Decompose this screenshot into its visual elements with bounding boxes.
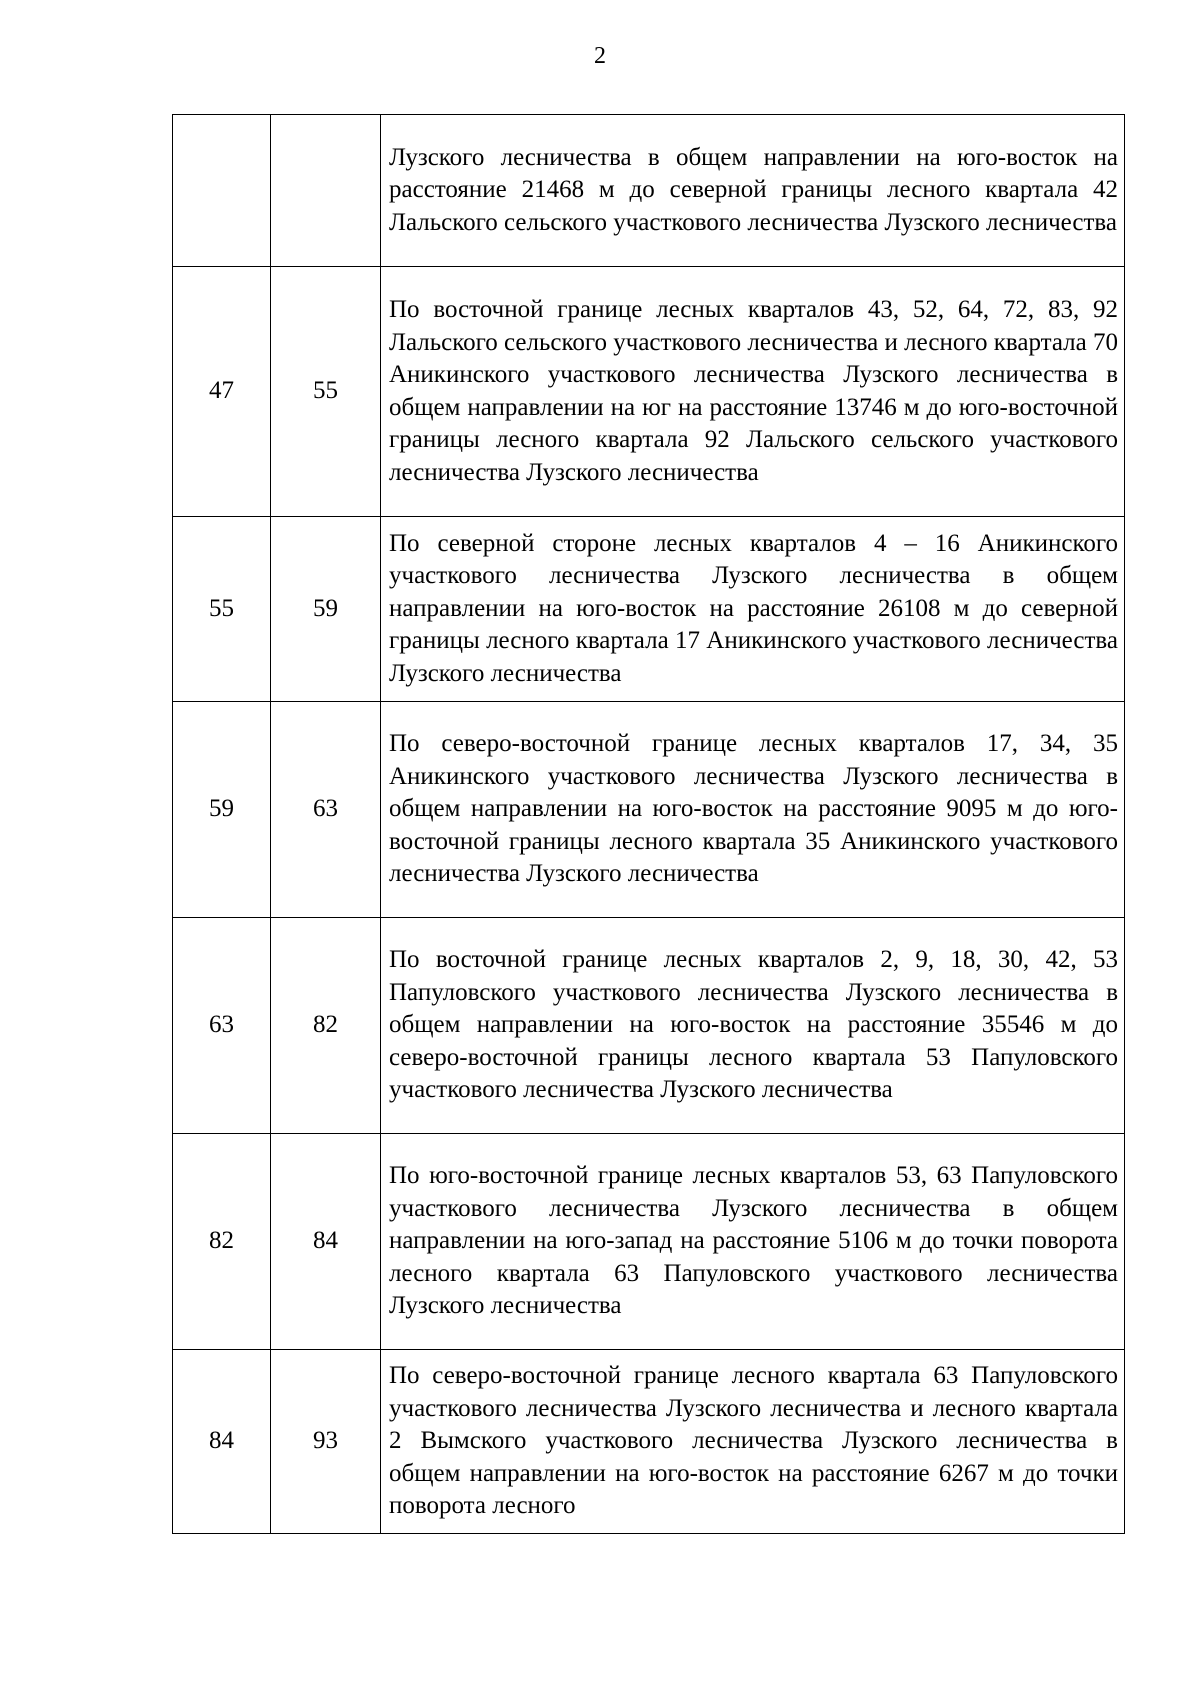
point-to-cell (271, 115, 381, 267)
point-to-cell: 93 (271, 1350, 381, 1534)
table-row (173, 267, 1125, 517)
boundary-description-cell (381, 918, 1125, 1134)
boundary-description: По восточной границе лесных кварталов 2, 9, 18, 30, 42, 53 Папуловского участкового лесничества Лузского лесничества в общем направлении на юго-восток на расстояние 35546 м до северо-восточной границы лесного квартала 53 Папуловского участкового лесничества Лузского лесничества (389, 946, 1118, 1104)
boundary-description: Лузского лесничества в общем направлении на юго-восток на расстояние 21468 м до северной границы лесного квартала 42 Лальского сельского участкового лесничества Лузского лесничества (389, 143, 1118, 236)
boundary-description-cell (381, 115, 1125, 267)
point-from-cell: 55 (173, 517, 271, 702)
point-from-cell: 63 (173, 918, 271, 1134)
boundary-description-cell (381, 517, 1125, 702)
boundary-table (172, 114, 1125, 1534)
page-number: 2 (594, 43, 606, 69)
table-row (173, 1350, 1125, 1534)
table-row (173, 702, 1125, 918)
table-row (173, 1134, 1125, 1350)
table-row (173, 918, 1125, 1134)
boundary-description: По восточной границе лесных кварталов 43, 52, 64, 72, 83, 92 Лальского сельского участкового лесничества и лесного квартала 70 Аникинского участкового лесничества Лузского лесничества в общем направлении на юг на расстояние 13746 м до юго-восточной границы лесного квартала 92 Лальского сельского участкового лесничества Лузского лесничества (389, 296, 1118, 486)
point-to-cell: 63 (271, 702, 381, 918)
table-row (173, 517, 1125, 702)
point-to-cell: 82 (271, 918, 381, 1134)
boundary-description: По юго-восточной границе лесных кварталов 53, 63 Папуловского участкового лесничества Лузского лесничества в общем направлении на юго-запад на расстояние 5106 м до точки поворота лесного квартала 63 Папуловского участкового лесничества Лузского лесничества (389, 1162, 1118, 1320)
point-from-cell (173, 115, 271, 267)
boundary-description: По северной стороне лесных кварталов 4 – 16 Аникинского участкового лесничества Лузского лесничества в общем направлении на юго-восток на расстояние 26108 м до северной границы лесного квартала 17 Аникинского участкового лесничества Лузского лесничества (389, 529, 1118, 687)
table-row (173, 115, 1125, 267)
boundary-description-cell (381, 267, 1125, 517)
point-to-cell: 55 (271, 267, 381, 517)
point-to-cell: 59 (271, 517, 381, 702)
boundary-description: По северо-восточной границе лесного квартала 63 Папуловского участкового лесничества Лузского лесничества и лесного квартала 2 Вымского участкового лесничества Лузского лесничества в общем направлении на юго-восток на расстояние 6267 м до точки поворота лесного (389, 1362, 1118, 1520)
boundary-description-cell (381, 702, 1125, 918)
boundary-description-cell (381, 1134, 1125, 1350)
point-from-cell: 59 (173, 702, 271, 918)
boundary-description: По северо-восточной границе лесных кварталов 17, 34, 35 Аникинского участкового лесничества Лузского лесничества в общем направлении на юго-восток на расстояние 9095 м до юго-восточной границы лесного квартала 35 Аникинского участкового лесничества Лузского лесничества (389, 730, 1118, 888)
boundary-description-cell (381, 1350, 1125, 1534)
point-to-cell: 84 (271, 1134, 381, 1350)
point-from-cell: 47 (173, 267, 271, 517)
point-from-cell: 84 (173, 1350, 271, 1534)
point-from-cell: 82 (173, 1134, 271, 1350)
